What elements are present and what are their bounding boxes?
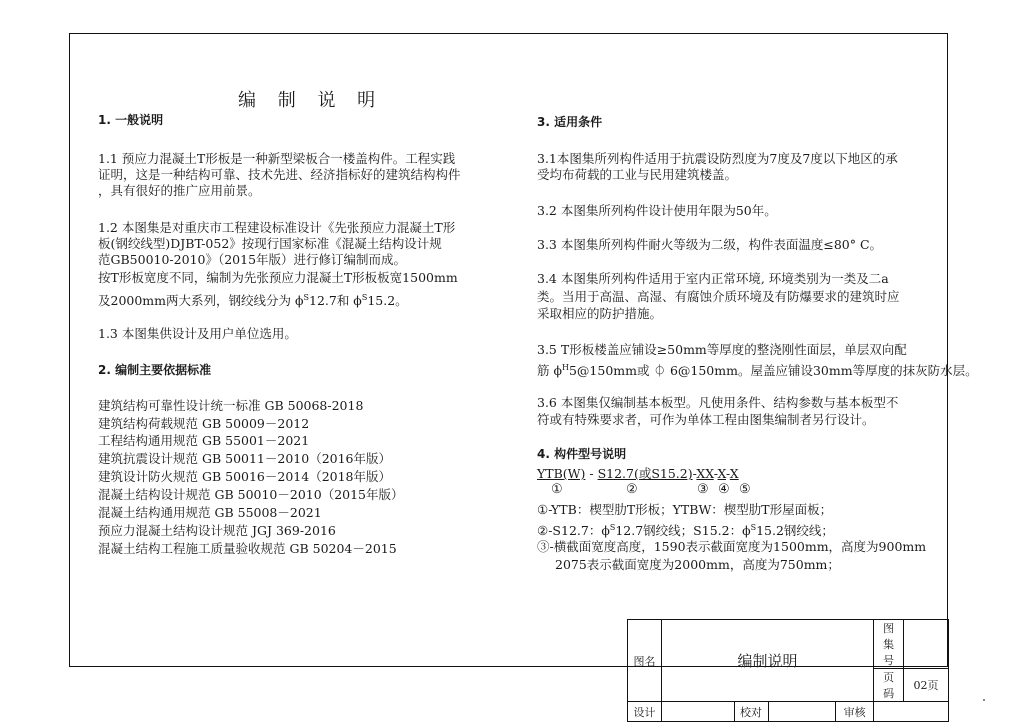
para-1-2-line3: 范GB50010-2010》（2015年版）进行修订编制而成。 bbox=[98, 252, 407, 267]
title-block bbox=[627, 619, 949, 722]
code-part: - bbox=[692, 466, 697, 481]
text-segment: ②-S12.7：ϕ bbox=[537, 523, 610, 538]
code-part: YTB(W) bbox=[537, 466, 586, 481]
section-3-heading: 3. 适用条件 bbox=[537, 115, 603, 129]
list-item: 混凝土结构设计规范 GB 50010－2010（2015年版） bbox=[98, 487, 404, 502]
superscript: S bbox=[750, 523, 757, 532]
text-segment: 5@150mm或 ⏀ 6@150mm。屋盖应铺设30mm等厚度的抹灰防水层。 bbox=[568, 363, 978, 378]
proofreader-label: 校对 bbox=[734, 702, 768, 722]
marker-2: ② bbox=[626, 482, 638, 497]
marker-5: ⑤ bbox=[739, 482, 751, 497]
para-1-2-line4: 按T形板宽度不同，编制为先张预应力混凝土T形板板宽1500mm bbox=[98, 270, 458, 285]
designer-label: 设计 bbox=[628, 702, 662, 722]
text-segment: 12.7和 ϕ bbox=[309, 293, 362, 308]
text-segment: 15.2钢绞线； bbox=[756, 523, 834, 538]
code-part: S12.7(或S15.2) bbox=[597, 466, 693, 481]
para-3-2: 3.2 本图集所列构件设计使用年限为50年。 bbox=[537, 203, 777, 218]
reviewer-label: 审核 bbox=[836, 702, 874, 722]
atlas-number-value bbox=[904, 620, 949, 669]
list-item: 预应力混凝土结构设计规范 JGJ 369-2016 bbox=[98, 523, 336, 538]
para-3-4-line3: 采取相应的防护措施。 bbox=[537, 306, 663, 321]
model-code bbox=[537, 464, 739, 482]
para-3-3: 3.3 本图集所列构件耐火等级为二级，构件表面温度≤80° C。 bbox=[537, 237, 883, 252]
drawing-name: 编制说明 bbox=[661, 620, 873, 702]
page-number: 02页 bbox=[904, 669, 949, 702]
superscript: S bbox=[609, 523, 616, 532]
list-item: 建筑设计防火规范 GB 50016－2014（2018年版） bbox=[98, 469, 392, 484]
legend-line-3a: ③-横截面宽度高度，1590表示截面宽度为1500mm，高度为900mm bbox=[537, 539, 927, 554]
text-segment: 筋 ϕ bbox=[537, 363, 562, 378]
para-3-6-line2: 符或有特殊要求者，可作为单体工程由图集编制者另行设计。 bbox=[537, 412, 875, 427]
marker-4: ④ bbox=[718, 482, 730, 497]
tu-ming-label: 图名 bbox=[628, 620, 662, 702]
code-part: XX bbox=[696, 466, 714, 481]
list-item: 建筑抗震设计规范 GB 50011－2010（2016年版） bbox=[98, 451, 392, 466]
text-segment: 15.2。 bbox=[367, 293, 408, 308]
page-title: 编 制 说 明 bbox=[238, 90, 384, 111]
page-label: 页码 bbox=[874, 669, 904, 702]
legend-line-3b: 2075表示截面宽度为2000mm，高度为750mm； bbox=[555, 557, 840, 572]
para-3-5-line2 bbox=[537, 360, 978, 379]
para-1-2-line2: 板(钢绞线型)DJBT-052》按现行国家标准《混凝土结构设计规 bbox=[98, 236, 442, 251]
code-part: - bbox=[726, 466, 730, 481]
speck bbox=[983, 699, 985, 701]
superscript: S bbox=[361, 293, 368, 302]
text-segment: 12.7钢绞线；S15.2：ϕ bbox=[615, 523, 751, 538]
para-1-1-line2: 证明，这是一种结构可靠、技术先进、经济指标好的建筑结构构件 bbox=[98, 167, 461, 182]
code-part: X bbox=[729, 466, 739, 481]
legend-line-2 bbox=[537, 520, 834, 539]
para-1-3: 1.3 本图集供设计及用户单位选用。 bbox=[98, 326, 297, 341]
list-item: 混凝土结构通用规范 GB 55008－2021 bbox=[98, 505, 322, 520]
proofreader-value bbox=[768, 702, 836, 722]
para-3-4-line1: 3.4 本图集所列构件适用于室内正常环境, 环境类别为一类及二a bbox=[537, 271, 889, 286]
section-1-heading: 1. 一般说明 bbox=[98, 113, 164, 127]
reviewer-value bbox=[874, 702, 949, 722]
code-part: - bbox=[585, 466, 598, 481]
atlas-number-label: 图集号 bbox=[874, 620, 904, 669]
list-item: 建筑结构荷载规范 GB 50009－2012 bbox=[98, 416, 310, 431]
para-3-1-line2: 受均布荷载的工业与民用建筑楼盖。 bbox=[537, 167, 738, 182]
superscript: H bbox=[562, 363, 569, 372]
para-3-1-line1: 3.1本图集所列构件适用于抗震设防烈度为7度及7度以下地区的承 bbox=[537, 151, 898, 166]
superscript: S bbox=[303, 293, 309, 302]
para-3-5-line1: 3.5 T形板楼盖应铺设≥50mm等厚度的整浇刚性面层，单层双向配 bbox=[537, 342, 907, 357]
para-1-1-line3: ，具有很好的推广应用前景。 bbox=[98, 183, 261, 198]
designer-value bbox=[661, 702, 734, 722]
code-part: - bbox=[713, 466, 718, 481]
para-1-1-line1: 1.1 预应力混凝土T形板是一种新型梁板合一楼盖构件。工程实践 bbox=[98, 151, 456, 166]
para-3-6-line1: 3.6 本图集仅编制基本板型。凡使用条件、结构参数与基本板型不 bbox=[537, 395, 899, 410]
list-item: 工程结构通用规范 GB 55001－2021 bbox=[98, 433, 310, 448]
section-4-heading: 4. 构件型号说明 bbox=[537, 447, 627, 461]
code-part: X bbox=[717, 466, 726, 481]
section-2-heading: 2. 编制主要依据标准 bbox=[98, 363, 212, 377]
para-1-2-line1: 1.2 本图集是对重庆市工程建设标准设计《先张预应力混凝土T形 bbox=[98, 220, 456, 235]
text-segment: 及2000mm两大系列，钢绞线分为 ϕ bbox=[98, 293, 304, 308]
marker-3: ③ bbox=[697, 482, 709, 497]
list-item: 建筑结构可靠性设计统一标准 GB 50068-2018 bbox=[98, 398, 364, 413]
marker-1: ① bbox=[551, 482, 563, 497]
legend-line-1: ①-YTB：楔型肋T形板；YTBW：楔型肋T形屋面板； bbox=[537, 502, 833, 517]
list-item: 混凝土结构工程施工质量验收规范 GB 50204－2015 bbox=[98, 541, 397, 556]
para-1-2-line5 bbox=[98, 290, 408, 309]
para-3-4-line2: 类。当用于高温、高湿、有腐蚀介质环境及有防爆要求的建筑时应 bbox=[537, 289, 900, 304]
